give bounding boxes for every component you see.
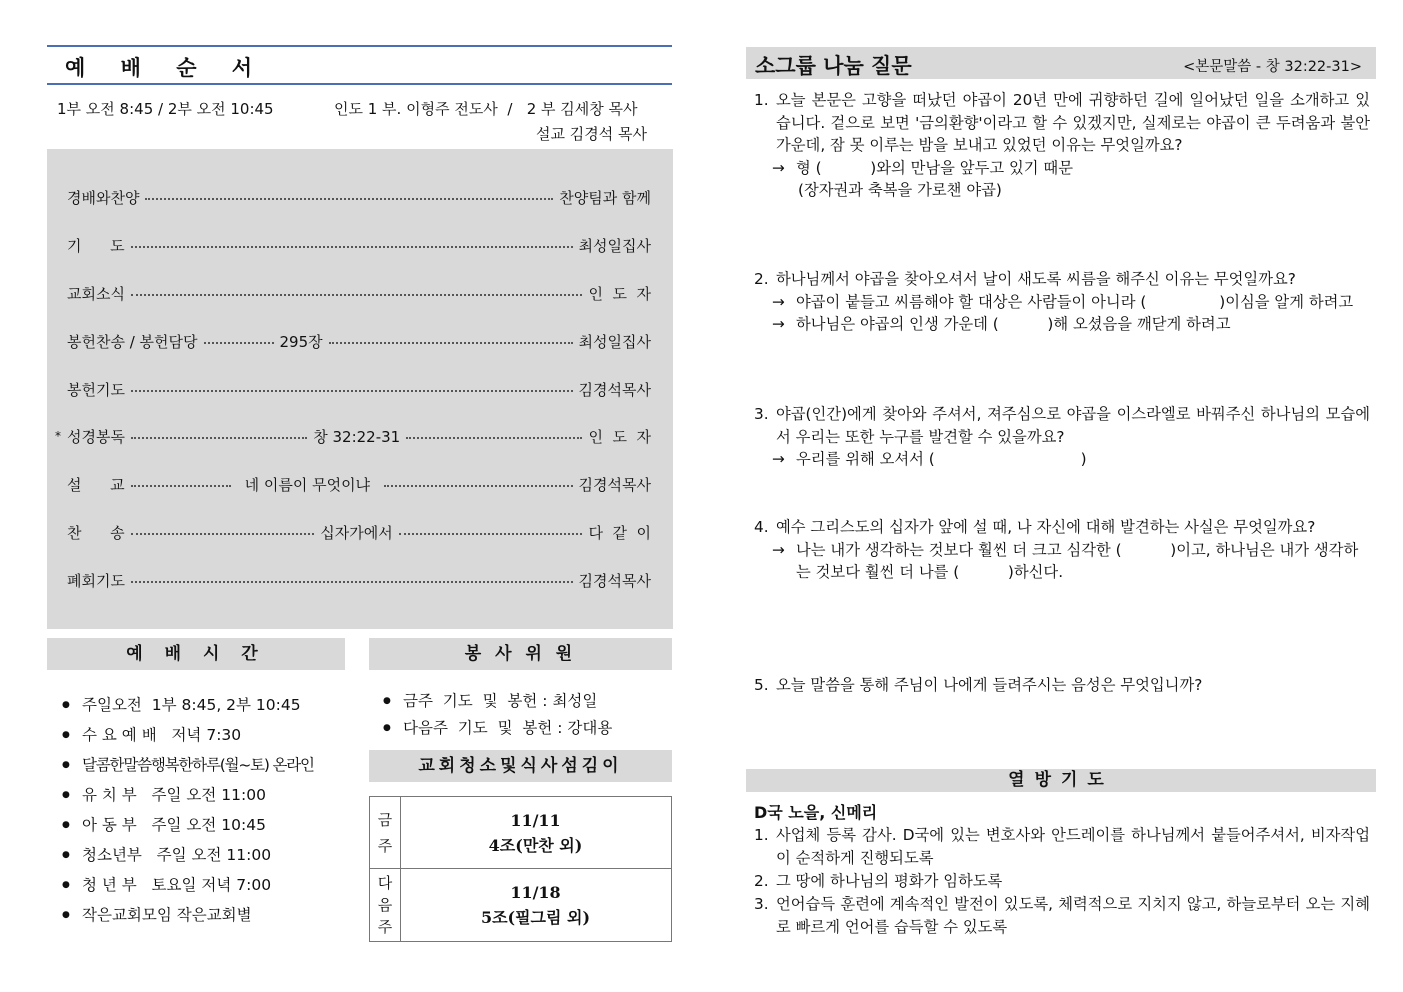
- dot-leader: [145, 198, 553, 200]
- order-label: 교회소식: [67, 284, 125, 303]
- preacher-line: 설교 김경석 목사: [536, 125, 647, 143]
- order-label: 기 도: [67, 236, 125, 255]
- prayer-text: 사업체 등록 감사. D국에 있는 변호사와 안드레이를 하나님께서 붙들어주셔서, 비자작업이 순적하게 진행되도록: [776, 826, 1370, 867]
- arrow-icon: →: [772, 450, 785, 468]
- question-text: 오늘 본문은 고향을 떠났던 야곱이 20년 만에 귀향하던 길에 일어났던 일을 소개하고 있습니다. 겉으로 보면 '금의환향'이라고 할 수 있겠지만, 실제로는 야곱이 큰 두려움과 불안 가운데, 잠 못 이루는 밤을 보내고 있었던 이유는 무엇일까요?: [776, 91, 1370, 154]
- order-person: 인 도 자: [588, 284, 651, 303]
- service-times-list: [60, 690, 350, 930]
- dot-leader: [131, 294, 582, 296]
- order-row: [67, 234, 651, 256]
- list-item: ● 유 치 부 주일 오전 11:00: [60, 780, 350, 810]
- scripture-reference: <본문말씀 - 창 32:22-31>: [1183, 59, 1362, 75]
- question-number: 5.: [754, 676, 769, 694]
- order-person: 찬양팀과 함께: [559, 188, 651, 207]
- question-number: 2.: [754, 270, 769, 288]
- prayer-number: 3.: [754, 895, 769, 913]
- order-label: 봉헌기도: [67, 380, 125, 399]
- arrow-icon: →: [772, 315, 785, 333]
- week-label-char: 금: [377, 810, 393, 829]
- order-label: 성경봉독: [67, 427, 125, 446]
- service-times-line: 1부 오전 8:45 / 2부 오전 10:45: [57, 100, 274, 118]
- order-label: 폐회기도: [67, 571, 125, 590]
- dot-leader: [131, 485, 231, 487]
- order-middle: 295장: [279, 332, 323, 351]
- question-text: 예수 그리스도의 십자가 앞에 설 때, 나 자신에 대해 발견하는 사실은 무엇일까요?: [776, 518, 1316, 536]
- table-row: [370, 797, 671, 869]
- arrow-icon: →: [772, 158, 785, 177]
- order-row: [67, 569, 651, 591]
- list-item: [754, 870, 1370, 893]
- worship-order-title: 예 배 순 서: [65, 56, 267, 80]
- order-person: 김경석목사: [578, 475, 651, 494]
- prayer-number: 1.: [754, 826, 769, 844]
- order-person: 최성일집사: [578, 236, 651, 255]
- order-row: [67, 378, 651, 400]
- cleaning-assignment: [400, 869, 671, 941]
- week-label-char: 다: [377, 874, 393, 892]
- leaders-line: 인도 1 부. 이형주 전도사 / 2 부 김세창 목사: [334, 100, 638, 118]
- week-label-char: 음: [377, 896, 393, 914]
- list-item: ● 청소년부 주일 오전 11:00: [60, 840, 350, 870]
- worship-order-box: [47, 149, 673, 629]
- dot-leader: [204, 342, 274, 344]
- list-item: ● 작은교회모임 작은교회별: [60, 900, 350, 930]
- cleaning-header: 교회청소및식사섬김이: [369, 750, 672, 782]
- week-label: [370, 869, 401, 941]
- dot-leader: [131, 390, 573, 392]
- cleaning-assignment: [400, 797, 671, 868]
- order-person: 최성일집사: [578, 332, 651, 351]
- prayer-text: 그 땅에 하나님의 평화가 임하도록: [776, 872, 1003, 890]
- answer-blank: 나는 내가 생각하는 것보다 훨씬 더 크고 심각한 ( )이고, 하나님은 내가 생각하는 것보다 훨씬 더 나를 ( )하신다.: [796, 540, 1359, 581]
- prayer-heading: D국 노을, 신메리: [754, 803, 878, 822]
- prayer-number: 2.: [754, 872, 769, 890]
- cleaning-date: 11/11: [510, 810, 561, 830]
- answer-blank: 형 ( )와의 만남을 앞두고 있기 때문: [796, 158, 1073, 177]
- dot-leader: [399, 533, 583, 535]
- cleaning-date: 11/18: [510, 883, 561, 902]
- volunteers-header: 봉 사 위 원: [369, 638, 672, 670]
- mission-prayer-header: 열방기도: [746, 769, 1376, 792]
- list-item: ● 수 요 예 배 저녁 7:30: [60, 720, 350, 750]
- week-label-char: 주: [377, 836, 393, 855]
- arrow-icon: →: [772, 540, 785, 559]
- question-3: [754, 403, 1370, 471]
- question-5: [754, 674, 1370, 697]
- order-person: 김경석목사: [578, 380, 651, 399]
- question-text: 하나님께서 야곱을 찾아오셔서 날이 새도록 씨름을 해주신 이유는 무엇일까요?: [776, 270, 1296, 288]
- arrow-icon: →: [772, 292, 785, 311]
- answer-blank: 하나님은 야곱의 인생 가운데 ( )해 오셨음을 깨닫게 하려고: [796, 315, 1231, 333]
- order-row: [67, 521, 651, 543]
- dot-leader: [384, 485, 572, 487]
- order-label: 설 교: [67, 475, 125, 494]
- question-1: [754, 89, 1370, 202]
- order-row: [67, 282, 651, 304]
- list-item: ● 달콤한말씀행복한하루(월~토) 온라인: [60, 750, 350, 780]
- order-label: 경배와찬양: [67, 188, 140, 207]
- question-number: 3.: [754, 405, 769, 423]
- prayer-text: 언어습득 훈련에 계속적인 발전이 있도록, 체력적으로 지치지 않고, 하늘로부터 오는 지혜로 빠르게 언어를 습득할 수 있도록: [776, 895, 1370, 936]
- standing-mark: *: [55, 429, 61, 443]
- dot-leader: [131, 246, 573, 248]
- dot-leader: [131, 437, 307, 439]
- list-item: ● 주일오전 1부 8:45, 2부 10:45: [60, 690, 350, 720]
- service-times-header: 예 배 시 간: [47, 638, 345, 670]
- question-number: 1.: [754, 91, 769, 109]
- dot-leader: [329, 342, 573, 344]
- small-group-header: [746, 47, 1376, 79]
- cleaning-group: 4조(만찬 외): [488, 835, 583, 855]
- order-row: [55, 425, 652, 447]
- small-group-title: 소그룹 나눔 질문: [755, 54, 912, 78]
- question-text: 오늘 말씀을 통해 주님이 나에게 들려주시는 음성은 무엇입니까?: [776, 676, 1203, 694]
- list-item: [754, 824, 1370, 870]
- order-middle: 십자가에서: [320, 523, 393, 542]
- cleaning-table: [369, 796, 672, 942]
- cleaning-group: 5조(필그림 외): [480, 908, 591, 927]
- question-2: [754, 268, 1370, 336]
- question-number: 4.: [754, 518, 769, 536]
- list-item: ● 금주 기도 및 봉헌 : 최성일: [381, 688, 671, 715]
- worship-order-title-bar: [47, 45, 672, 85]
- question-4: [754, 516, 1370, 584]
- dot-leader: [406, 437, 582, 439]
- dot-leader: [131, 581, 573, 583]
- order-row: [67, 186, 651, 208]
- list-item: [754, 893, 1370, 939]
- answer-blank: 우리를 위해 오셔서 ( ): [796, 450, 1087, 468]
- order-row: [67, 473, 651, 495]
- list-item: ● 다음주 기도 및 봉헌 : 강대용: [381, 715, 671, 742]
- order-label: 봉헌찬송 / 봉헌담당: [67, 332, 198, 351]
- answer-note: (장자권과 축복을 가로챈 야곱): [798, 181, 1002, 199]
- order-label: 찬 송: [67, 523, 125, 542]
- list-item: ● 청 년 부 토요일 저녁 7:00: [60, 870, 350, 900]
- order-person: 다 같 이: [588, 523, 651, 542]
- week-label: [370, 797, 401, 868]
- answer-blank: 야곱이 붙들고 씨름해야 할 대상은 사람들이 아니라 ( )이심을 알게 하려고: [796, 292, 1354, 311]
- order-person: 김경석목사: [578, 571, 651, 590]
- list-item: ● 아 동 부 주일 오전 10:45: [60, 810, 350, 840]
- table-row: [370, 869, 671, 941]
- order-person: 인 도 자: [588, 427, 652, 446]
- question-text: 야곱(인간)에게 찾아와 주셔서, 져주심으로 야곱을 이스라엘로 바꿔주신 하나님의 모습에서 우리는 또한 누구를 발견할 수 있을까요?: [776, 405, 1370, 446]
- dot-leader: [131, 533, 315, 535]
- order-middle: 네 이름이 무엇이냐: [244, 475, 371, 494]
- mission-prayer-body: [754, 801, 1370, 939]
- volunteers-list: [381, 688, 671, 742]
- order-middle: 창 32:22-31: [313, 427, 401, 446]
- week-label-char: 주: [377, 918, 393, 936]
- order-row: [67, 330, 651, 352]
